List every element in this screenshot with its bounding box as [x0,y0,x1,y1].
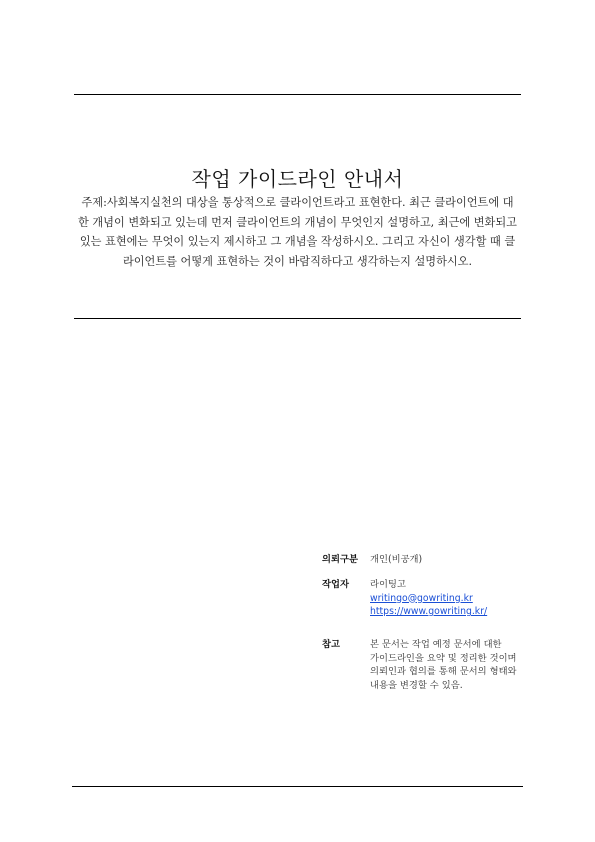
middle-divider [74,318,521,319]
note-line: 가이드라인을 요약 및 정리한 것이며 [370,652,517,664]
category-value: 개인(비공개) [370,554,423,565]
topic-paragraph: 주제:사회복지실천의 대상을 통상적으로 클라이언트라고 표현한다. 최근 클라이언트에 대한 개념이 변화되고 있는데 먼저 클라이언트의 개념이 무엇인지 설명하고, 최근에 변화되고 있는 표현에는 무엇이 있는지 제시하고 그 개념을 작성하시오. 그리고 자신이 생각할 때 클라이언트를 어떻게 표현하는 것이 바람직하다고 생각하는지 설명하시오. [78,196,517,268]
author-email-link[interactable]: writingo@gowriting.kr [370,592,473,604]
note-line: 의뢰인과 협의를 통해 문서의 형태와 [370,666,517,677]
author-name: 라이팅고 [370,579,406,590]
note-line: 내용을 변경할 수 있음. [370,679,463,691]
top-divider [74,94,521,95]
bottom-divider [72,786,523,787]
note-line: 본 문서는 작업 예정 문서에 대한 [370,639,502,650]
author-label: 작업자 [322,579,349,590]
author-website-link[interactable]: https://www.gowriting.kr/ [370,606,488,617]
category-label: 의뢰구분 [322,554,358,565]
note-label: 참고 [322,639,340,650]
document-title: 작업 가이드라인 안내서 [191,167,404,192]
